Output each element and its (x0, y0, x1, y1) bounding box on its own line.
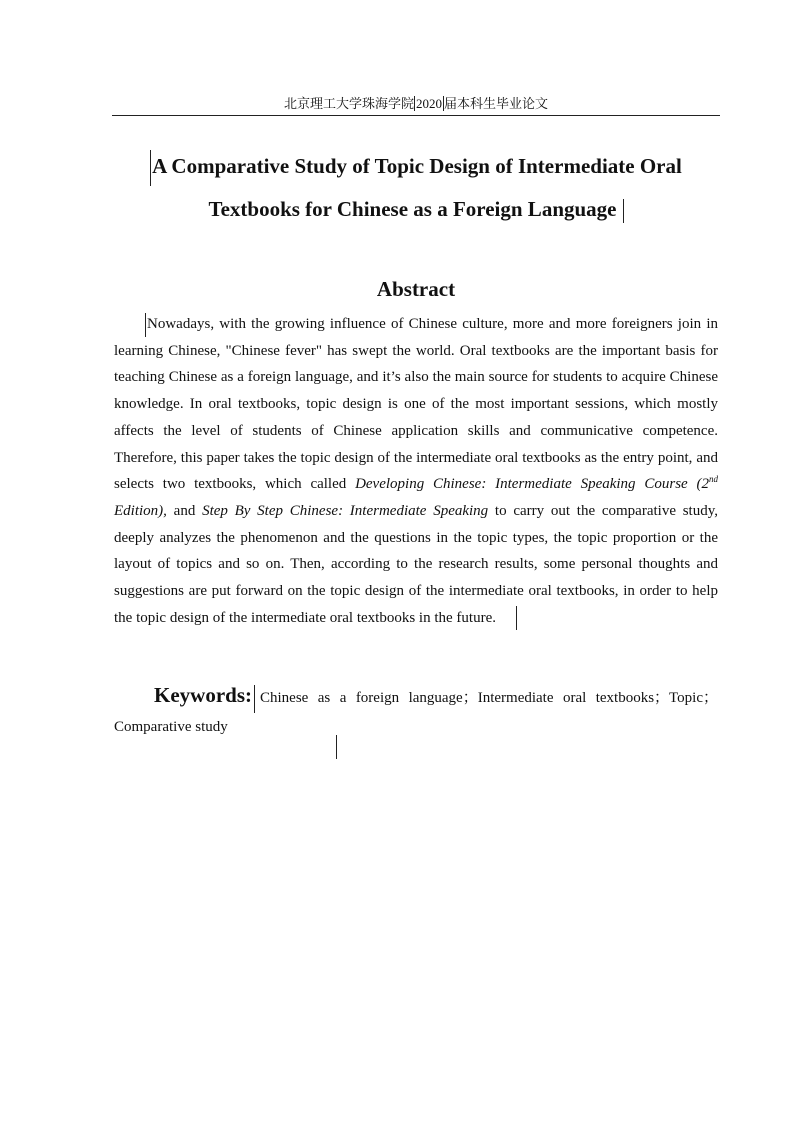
text-cursor-mark (254, 685, 255, 713)
page-header (112, 95, 720, 113)
abstract-text-1: Nowadays, with the growing influence of Chinese culture, more and more foreigners join in learning Chinese, "Chinese fever" has swept the world. Oral textbooks are the important basis for teaching Chinese as a foreign language, and it’s also the main source for students to acquire Chinese knowledge. In oral textbooks, topic design is one of the most important sessions, which mostly affects the level of students of Chinese application skills and communicative competence. Therefore, this paper takes the topic design of the intermediate oral textbooks as the entry point, and selects two textbooks, which called (114, 316, 718, 493)
abstract-heading: Abstract (376, 277, 456, 301)
thesis-title (112, 145, 720, 231)
title-line-2 (112, 188, 720, 231)
header-rule (112, 115, 720, 116)
title-line-1 (112, 145, 720, 188)
title-line-2-text: Textbooks for Chinese as a Foreign Language (208, 197, 617, 221)
text-cursor-mark (336, 735, 337, 759)
keywords-label: Keywords: (154, 683, 252, 707)
book-title-1: Developing Chinese: Intermediate Speaking Course (2nd Edition), (114, 474, 719, 519)
abstract-text-2: and (166, 502, 203, 519)
abstract-paragraph (114, 311, 718, 631)
header-institution: 北京理工大学珠海学院 (283, 96, 414, 111)
text-cursor-mark (623, 199, 624, 223)
text-cursor-mark (516, 606, 517, 630)
header-year: 2020 (416, 96, 442, 111)
keywords-text: Chinese as a foreign language；Intermediate oral textbooks；Topic；Comparative study (114, 690, 718, 735)
abstract-text-3: to carry out the comparative study, deeply analyzes the phenomenon and the questions in the topic types, the topic proportion or the layout of topics and so on. Then, according to the research results, some personal thoughts and suggestions are put forward on the topic design of the intermediate oral textbooks, in order to help the topic design of the intermediate oral textbooks in the future. (114, 502, 718, 626)
title-line-1-text: A Comparative Study of Topic Design of Intermediate Oral (152, 154, 682, 178)
header-thesis-label: 届本科生毕业论文 (444, 96, 549, 111)
text-cursor-mark (145, 313, 146, 337)
book-title-2: Step By Step Chinese: Intermediate Speaking (202, 502, 489, 519)
edition-superscript: nd (709, 474, 719, 485)
keywords-section (114, 681, 718, 741)
